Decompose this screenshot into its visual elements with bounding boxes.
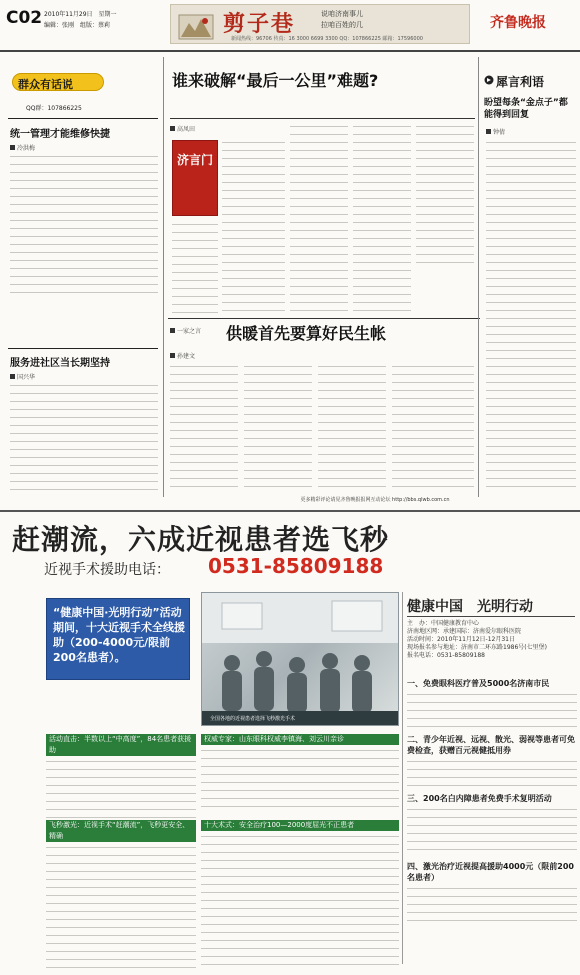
ad-headline: 赶潮流，六成近视患者选飞秒 [12, 523, 390, 556]
square-bullet-icon [170, 328, 175, 333]
left-article-1-body [10, 154, 158, 300]
masthead-subtitle-2: 拉咱百姓的几 [321, 21, 363, 29]
ad-section-body [407, 807, 577, 855]
ad-section-body [407, 692, 577, 728]
center-article-1-col-0 [172, 222, 218, 315]
ad-photo-clinic [201, 592, 399, 726]
ad-organizer-line: 主 办：中国健康教育中心 [407, 620, 480, 627]
left-article-1-author: 冷洪梅 [17, 145, 36, 152]
page-number: C02 [6, 8, 43, 28]
center-article-1-col-1 [222, 140, 285, 315]
center-article-2-col-3 [318, 364, 386, 488]
ad-organizer-line: 现场报名参与地址：济南市二环东路1986号(七里堡) [407, 644, 547, 651]
masthead-title: 剪子巷 [223, 11, 296, 37]
right-article-byline [486, 127, 505, 136]
right-article-title: 盼望每条“金点子”都能得到回复 [484, 98, 568, 120]
ad-green-bar: 活动直击：半数以上“中高度”，84名患者获援助 [46, 734, 196, 756]
left-banner [6, 57, 156, 115]
editors-line: 编辑：张刚 组版：蔡莉 [44, 22, 111, 29]
rhino-column-icon [484, 75, 494, 85]
ad-brand-slogan: 健康中国 光明行动 [407, 599, 533, 615]
ad-section-experts [201, 734, 399, 810]
right-article-author: 钟倩 [493, 129, 506, 136]
more-comments-link-line: 更多精彩评论请见齐鲁晚报报网互动论坛 http://bbs.qlwb.com.cn [300, 497, 450, 503]
square-bullet-icon [10, 145, 15, 150]
column-rule [478, 57, 479, 497]
newspaper-brand-logo: 齐鲁晚报 [490, 15, 546, 31]
advertisement [0, 510, 580, 975]
center-article-2-byline [170, 351, 195, 360]
square-bullet-icon [170, 353, 175, 358]
ad-phone-number: 0531-85809188 [208, 554, 384, 578]
center-article-2-author: 孙建文 [177, 353, 196, 360]
ad-section-body [46, 845, 196, 975]
ad-right-sections [407, 678, 577, 926]
divider [407, 616, 575, 617]
ad-section-femtosecond [46, 820, 196, 975]
center-article-1-col-2 [290, 124, 348, 314]
center-headline-1: 谁来破解“最后一公里”难题? [172, 71, 379, 90]
masthead-subtitle-1: 说咱济南事儿 [321, 10, 363, 18]
column-label [170, 326, 201, 335]
ad-section-activity [46, 734, 196, 821]
center-article-2-col-1 [170, 364, 238, 488]
center-headline-2: 供暖首先要算好民生帐 [226, 324, 387, 343]
right-article-body [486, 140, 576, 488]
divider [8, 348, 158, 349]
center-article-1-col-4 [416, 124, 474, 264]
ad-section-heading: 一、免费眼科医疗普及5000名济南市民 [407, 679, 550, 688]
divider [8, 118, 158, 119]
ad-blue-box-text: “健康中国·光明行动”活动期间，十大近视手术全线援助（200-4000元/限前200名患者）。 [53, 606, 185, 664]
square-bullet-icon [486, 129, 491, 134]
left-article-2-byline [10, 372, 35, 381]
square-bullet-icon [170, 126, 175, 131]
ad-blue-box [46, 598, 190, 680]
page-header [0, 0, 580, 52]
ad-organizer-line: 济南地区网：承建国际：济南爱尔眼科医院 [407, 628, 522, 635]
center-article-2-col-4 [392, 364, 474, 488]
left-article-1-byline [10, 143, 35, 152]
ad-organizer-line: 报名电话：0531-85809188 [407, 652, 485, 659]
qq-group: QQ群：107866225 [26, 105, 82, 112]
left-article-1-title: 统一管理才能维修快捷 [10, 129, 110, 140]
clinic-crowd-photo-icon [202, 593, 399, 726]
ad-green-bar: 权威专家：山东眼科权威李镇海、刘云川亲诊 [201, 734, 399, 745]
center-article-1-author: 高凤田 [177, 126, 196, 133]
ad-organizers [407, 620, 577, 660]
column-rule [402, 592, 403, 964]
column-logo-jiyanmen: 济言门 [172, 140, 218, 216]
ad-section-heading: 二、青少年近视、远视、散光、弱视等患者可免费检查，获赠百元视健抵用券 [407, 735, 575, 755]
left-article-2-author: 国兴华 [17, 374, 36, 381]
banner-title: 群众有话说 [18, 78, 73, 91]
ad-section-body [201, 834, 399, 968]
ad-organizer-line: 活动时间：2010年11月12日-12月31日 [407, 636, 515, 643]
square-bullet-icon [10, 374, 15, 379]
masthead-illustration-icon [177, 9, 217, 43]
center-article-1-col-3 [353, 124, 411, 314]
ad-section-heading: 四、激光治疗近视提高援助4000元（限前200名患者） [407, 862, 574, 882]
ad-section-ten-procedures [201, 820, 399, 968]
ad-section-body [46, 759, 196, 821]
ad-photo-caption: 全国各地的近视患者选择飞秒激光手术 [210, 716, 296, 722]
date-line: 2010年11月29日 星期一 [44, 11, 117, 18]
ad-section-heading: 三、200名白内障患者免费手术复明活动 [407, 794, 552, 803]
ad-green-bar: 飞秒激光：近视手术“赶潮流”，飞秒更安全、精确 [46, 820, 196, 842]
masthead-hotline: 新闻热线：96706 传真：16 3000 6699 3300 QQ：107866225 邮箱：17596000 [231, 36, 423, 42]
left-article-2-title: 服务进社区当长期坚持 [10, 358, 110, 369]
ad-section-body [201, 748, 399, 810]
ad-section-body [407, 759, 577, 787]
right-column-name: 犀言利语 [496, 75, 545, 89]
column-label-text: 一家之言 [177, 328, 202, 335]
center-article-2-col-2 [244, 364, 312, 488]
masthead [170, 4, 470, 44]
center-article-1-byline [170, 124, 195, 133]
divider [170, 118, 475, 119]
ad-section-body [407, 886, 577, 926]
column-rule [163, 57, 164, 497]
left-article-2-body [10, 383, 158, 495]
ad-green-bar: 十大术式：安全治疗100—2000度屈光不正患者 [201, 820, 399, 831]
ad-phone-label: 近视手术援助电话： [44, 562, 170, 578]
divider [168, 318, 480, 319]
